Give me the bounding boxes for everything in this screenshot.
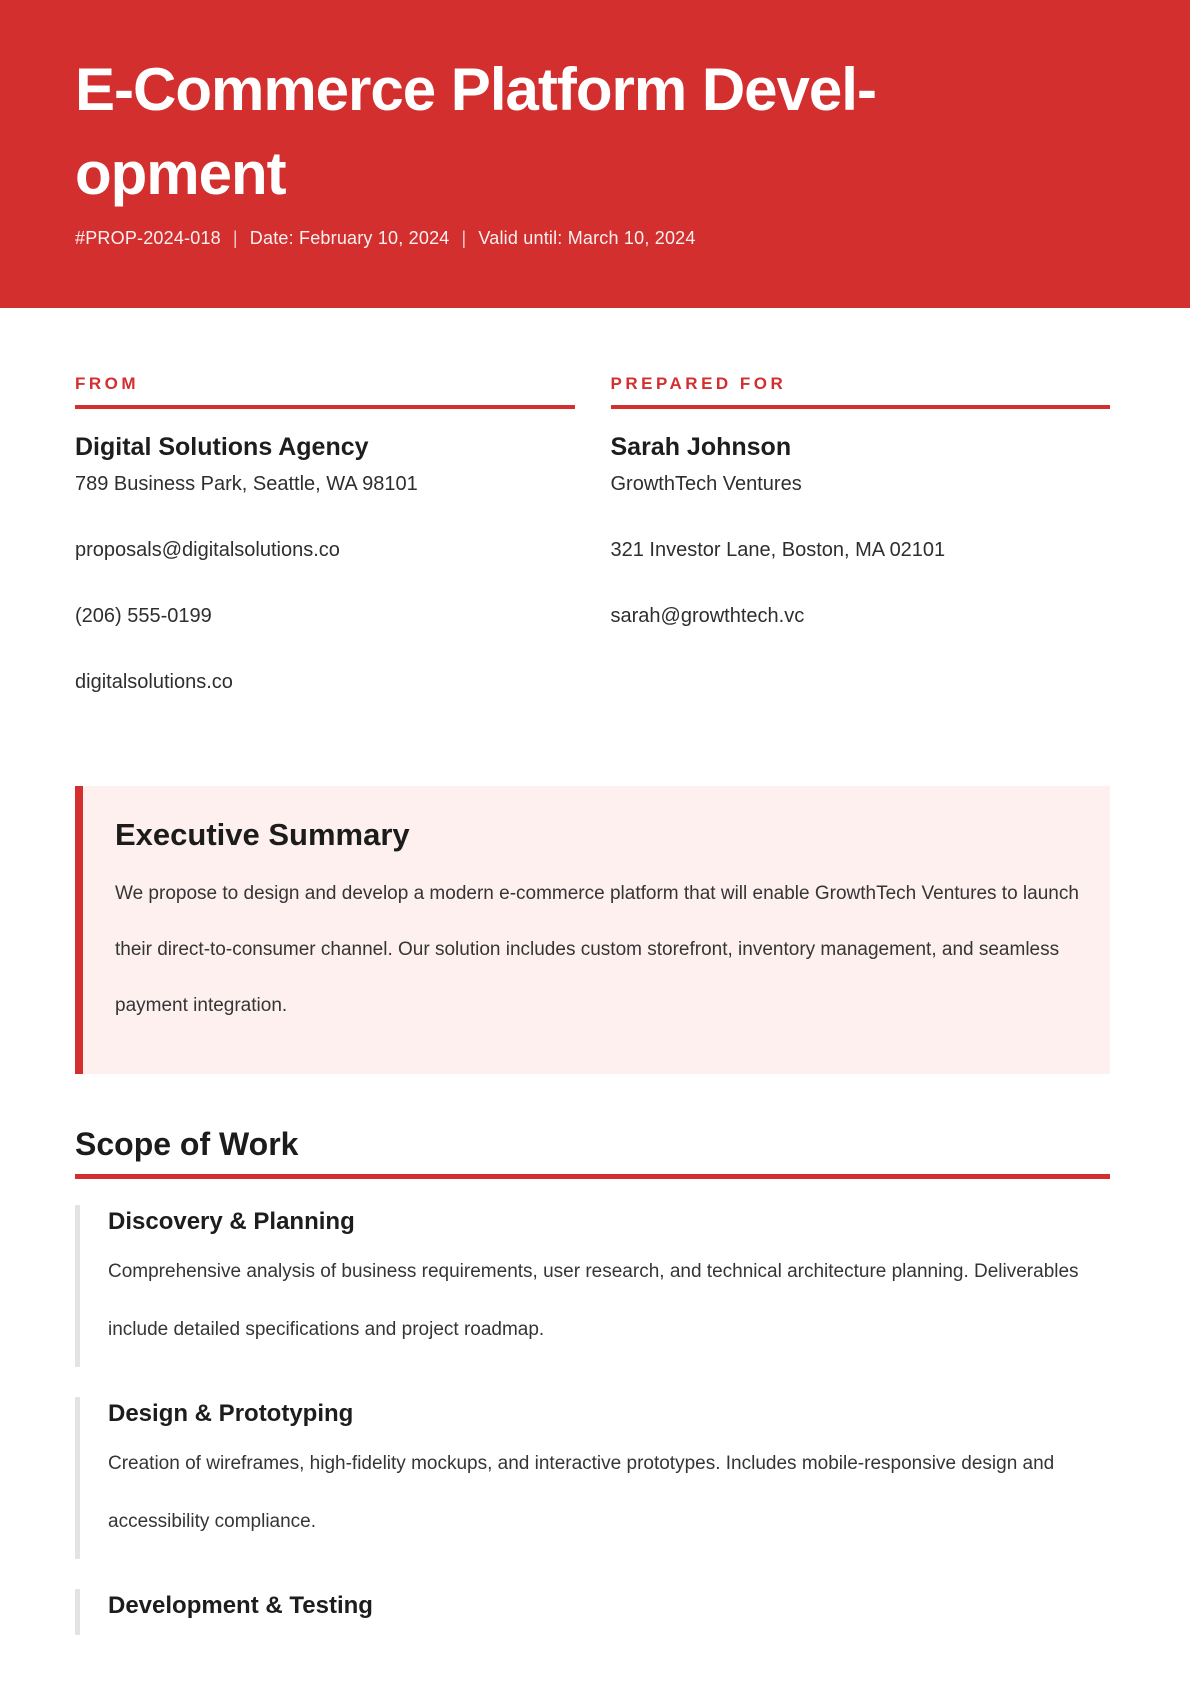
prepared-for-name: Sarah Johnson — [610, 433, 792, 461]
scope-item-title: Discovery & Planning — [108, 1208, 355, 1235]
from-block — [75, 374, 575, 736]
scope-item-title: Development & Testing — [108, 1592, 373, 1619]
from-label: FROM — [75, 374, 575, 409]
page-title-line-2: opment — [75, 140, 286, 207]
scope-item-description: Creation of wireframes, high-fidelity mockups, and interactive prototypes. Includes mobile-responsive design and accessibility compliance. — [108, 1453, 1055, 1532]
from-email: proposals@digitalsolutions.co — [75, 539, 340, 561]
executive-summary-title: Executive Summary — [115, 817, 410, 852]
scope-of-work-section — [75, 1124, 1110, 1635]
prepared-for-label: PREPARED FOR — [611, 374, 1111, 409]
prepared-for-email: sarah@growthtech.vc — [610, 605, 805, 627]
scope-item-description: Comprehensive analysis of business requirements, user research, and technical architecture planning. Deliverables include detailed specifications and project roadmap. — [108, 1261, 1079, 1340]
document-body — [0, 374, 1190, 1635]
proposal-date: Date: February 10, 2024 — [249, 228, 450, 248]
proposal-valid-until: Valid until: March 10, 2024 — [478, 228, 696, 248]
meta-separator: | — [461, 228, 467, 248]
meta-separator: | — [232, 228, 238, 248]
proposal-meta — [75, 228, 1110, 249]
executive-summary-section — [75, 786, 1110, 1074]
scope-of-work-title: Scope of Work — [75, 1124, 1110, 1179]
from-company-name: Digital Solutions Agency — [75, 433, 369, 461]
scope-item-title: Design & Prototyping — [108, 1400, 354, 1427]
executive-summary-body: We propose to design and develop a modern e-commerce platform that will enable GrowthTech Ventures to launch their direct-to-consumer channel. Our solution includes custom storefront, inventory management, and seamless payment integration. — [115, 883, 1079, 1016]
from-website: digitalsolutions.co — [75, 671, 233, 693]
parties-section — [75, 374, 1110, 736]
from-address: 789 Business Park, Seattle, WA 98101 — [75, 473, 418, 495]
scope-item-design-prototyping — [75, 1397, 1110, 1559]
prepared-for-address: 321 Investor Lane, Boston, MA 02101 — [610, 539, 946, 561]
page-title — [75, 48, 1110, 216]
proposal-number: #PROP-2024-018 — [75, 228, 221, 248]
scope-item-discovery-planning — [75, 1205, 1110, 1367]
prepared-for-company: GrowthTech Ventures — [610, 473, 802, 495]
page-title-line-1: E-Commerce Platform Devel- — [75, 56, 876, 123]
prepared-for-block — [611, 374, 1111, 736]
from-phone: (206) 555-0199 — [75, 605, 212, 627]
header — [0, 0, 1190, 308]
scope-item-development-testing — [75, 1589, 1110, 1635]
